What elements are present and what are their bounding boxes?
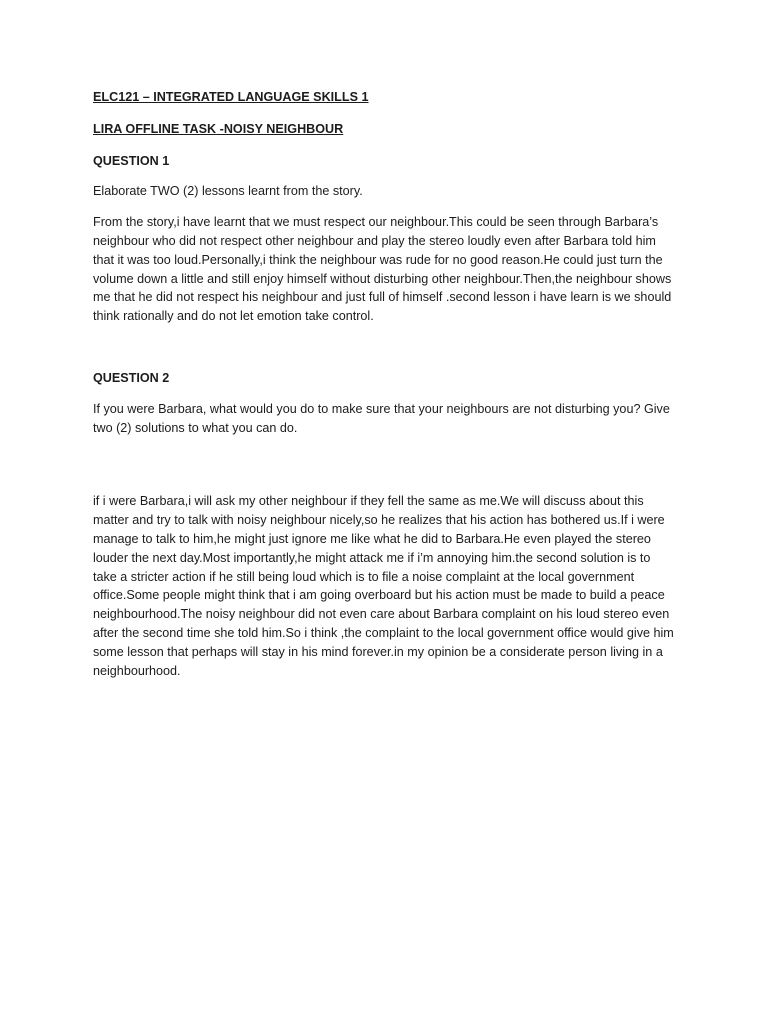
question2-label: QUESTION 2 xyxy=(93,370,170,385)
spacer xyxy=(93,449,676,492)
spacer xyxy=(93,326,676,369)
question1-answer: From the story,i have learnt that we must respect our neighbour.This could be seen through Barbara’s neighbour who did not respect other neighbour and play the stereo loudly even after Barbara told him that it was too loud.Personally,i think the neighbour was rude for no good reason.He could just turn the volume down a little and still enjoy himself without disturbing other neighbour.Then,the neighbour shows me that he did not respect his neighbour and just full of himself .second lesson i have learn is we should think rationally and do not let emotion take control. xyxy=(93,215,672,324)
document-page xyxy=(93,88,676,680)
question2-prompt: If you were Barbara, what would you do to make sure that your neighbours are not disturbing you? Give two (2) solutions to what you can do. xyxy=(93,401,670,435)
question2-answer: if i were Barbara,i will ask my other neighbour if they fell the same as me.We will discuss about this matter and try to talk with noisy neighbour nicely,so he realizes that his action has bothered us.If i were manage to talk to him,he might just ignore me like what he did to Barbara.He even played the stereo louder the next day.Most importantly,he might attack me if i’m annoying him.the second solution is to take a stricter action if he still being loud which is to file a noise complaint at the local government office.Some people might think that i am going overboard but his action must be made to build a peace neighbourhood.The noisy neighbour did not even care about Barbara complaint on his loud stereo even after the second time she told him.So i think ,the complaint to the local government office would give him some lesson that perhaps will stay in his mind forever.in my opinion be a considerate person living in a neighbourhood. xyxy=(93,494,674,678)
question1-prompt: Elaborate TWO (2) lessons learnt from the story. xyxy=(93,184,363,199)
task-title: LIRA OFFLINE TASK -NOISY NEIGHBOUR xyxy=(93,121,344,136)
course-title: ELC121 – INTEGRATED LANGUAGE SKILLS 1 xyxy=(93,90,369,104)
question1-label: QUESTION 1 xyxy=(93,153,170,168)
